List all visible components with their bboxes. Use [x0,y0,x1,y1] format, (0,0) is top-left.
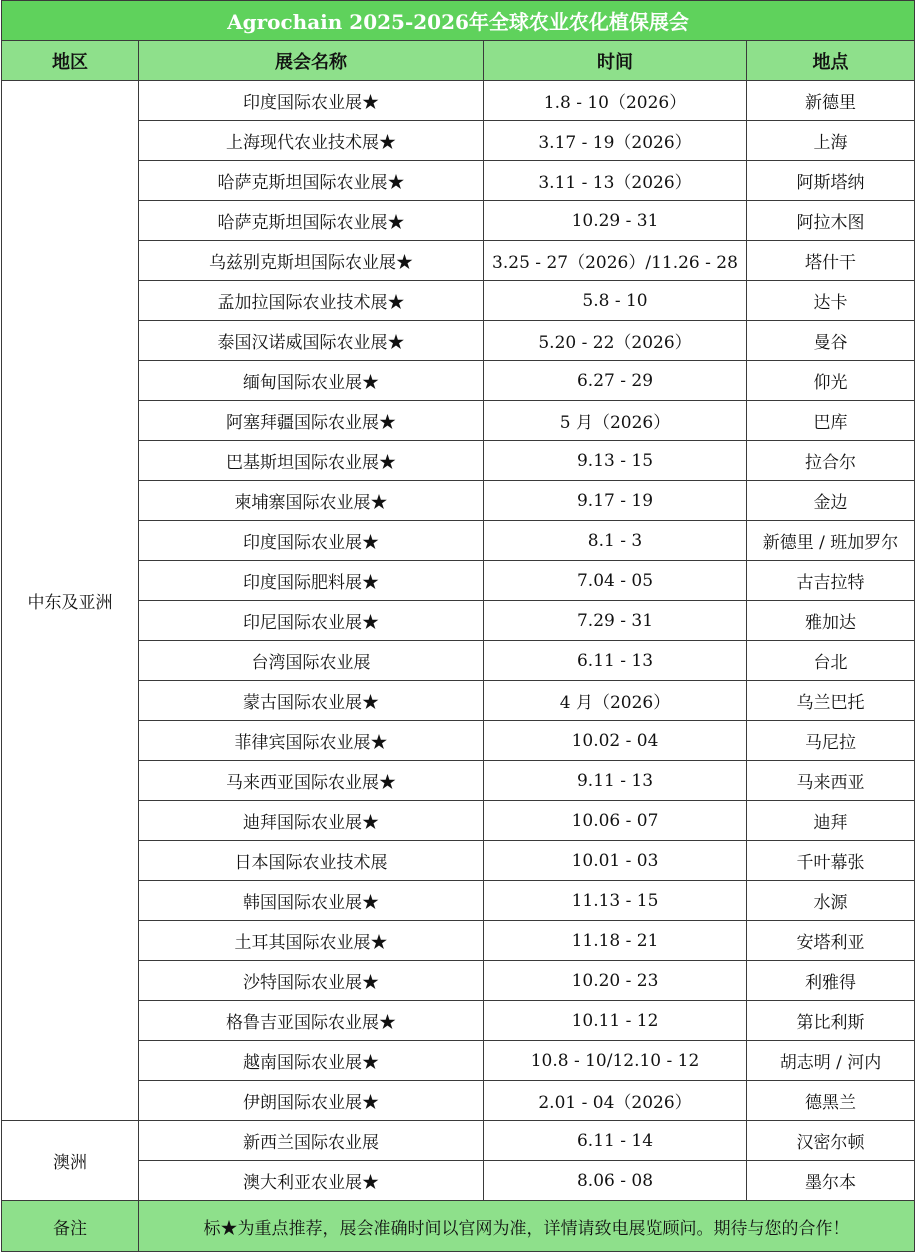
table-row [2,1041,915,1081]
expo-name-cell: 韩国国际农业展★ [139,881,484,921]
expo-name-cell: 哈萨克斯坦国际农业展★ [139,161,484,201]
table-row [2,761,915,801]
expo-time-cell: 6.11 - 14 [484,1121,747,1161]
expo-name-cell: 上海现代农业技术展★ [139,121,484,161]
expo-name-cell: 印度国际农业展★ [139,81,484,121]
table-row [2,521,915,561]
expo-time-cell: 10.02 - 04 [484,721,747,761]
expo-location-cell: 水源 [747,881,915,921]
note-row [2,1201,915,1252]
expo-location-cell: 胡志明 / 河内 [747,1041,915,1081]
table-row [2,601,915,641]
expo-location-cell: 仰光 [747,361,915,401]
expo-name-cell: 印度国际肥料展★ [139,561,484,601]
expo-location-cell: 拉合尔 [747,441,915,481]
expo-location-cell: 迪拜 [747,801,915,841]
table-row [2,81,915,121]
note-text: 标★为重点推荐，展会准确时间以官网为准，详情请致电展览顾问。期待与您的合作！ [139,1201,915,1252]
header-name: 展会名称 [139,41,484,81]
expo-name-cell: 格鲁吉亚国际农业展★ [139,1001,484,1041]
table-row [2,881,915,921]
header-row [2,41,915,81]
expo-time-cell: 6.11 - 13 [484,641,747,681]
table-row [2,961,915,1001]
expo-time-cell: 7.04 - 05 [484,561,747,601]
table-row [2,641,915,681]
expo-time-cell: 5.20 - 22（2026） [484,321,747,361]
expo-name-cell: 沙特国际农业展★ [139,961,484,1001]
expo-name-cell: 柬埔寨国际农业展★ [139,481,484,521]
expo-name-cell: 新西兰国际农业展 [139,1121,484,1161]
expo-name-cell: 阿塞拜疆国际农业展★ [139,401,484,441]
expo-name-cell: 孟加拉国际农业技术展★ [139,281,484,321]
title-row [2,1,915,41]
expo-location-cell: 安塔利亚 [747,921,915,961]
expo-name-cell: 日本国际农业技术展 [139,841,484,881]
expo-time-cell: 10.11 - 12 [484,1001,747,1041]
expo-time-cell: 6.27 - 29 [484,361,747,401]
expo-time-cell: 4 月（2026） [484,681,747,721]
expo-time-cell: 10.20 - 23 [484,961,747,1001]
note-label: 备注 [2,1201,139,1252]
expo-location-cell: 汉密尔顿 [747,1121,915,1161]
table-row [2,121,915,161]
expo-location-cell: 上海 [747,121,915,161]
table-row [2,1121,915,1161]
expo-location-cell: 阿拉木图 [747,201,915,241]
expo-location-cell: 古吉拉特 [747,561,915,601]
expo-name-cell: 泰国汉诺威国际农业展★ [139,321,484,361]
expo-location-cell: 千叶幕张 [747,841,915,881]
expo-time-cell: 8.1 - 3 [484,521,747,561]
expo-name-cell: 印尼国际农业展★ [139,601,484,641]
table-row [2,841,915,881]
expo-name-cell: 土耳其国际农业展★ [139,921,484,961]
expo-time-cell: 11.18 - 21 [484,921,747,961]
region-cell: 澳洲 [2,1121,139,1201]
table-row [2,921,915,961]
expo-location-cell: 墨尔本 [747,1161,915,1201]
expo-time-cell: 7.29 - 31 [484,601,747,641]
table-row [2,201,915,241]
expo-name-cell: 迪拜国际农业展★ [139,801,484,841]
expo-name-cell: 台湾国际农业展 [139,641,484,681]
expo-location-cell: 第比利斯 [747,1001,915,1041]
expo-location-cell: 曼谷 [747,321,915,361]
table-row [2,681,915,721]
expo-name-cell: 缅甸国际农业展★ [139,361,484,401]
expo-location-cell: 雅加达 [747,601,915,641]
expo-location-cell: 乌兰巴托 [747,681,915,721]
header-region: 地区 [2,41,139,81]
table-title: Agrochain 2025-2026年全球农业农化植保展会 [2,1,915,41]
expo-location-cell: 金边 [747,481,915,521]
expo-time-cell: 1.8 - 10（2026） [484,81,747,121]
expo-name-cell: 澳大利亚农业展★ [139,1161,484,1201]
table-row [2,401,915,441]
expo-location-cell: 阿斯塔纳 [747,161,915,201]
table-row [2,241,915,281]
header-time: 时间 [484,41,747,81]
expo-name-cell: 巴基斯坦国际农业展★ [139,441,484,481]
table-row [2,1161,915,1201]
expo-name-cell: 菲律宾国际农业展★ [139,721,484,761]
expo-time-cell: 9.17 - 19 [484,481,747,521]
expo-location-cell: 新德里 [747,81,915,121]
expo-time-cell: 3.17 - 19（2026） [484,121,747,161]
region-cell: 中东及亚洲 [2,81,139,1121]
table-row [2,441,915,481]
expo-name-cell: 马来西亚国际农业展★ [139,761,484,801]
table-row [2,481,915,521]
expo-time-cell: 10.8 - 10/12.10 - 12 [484,1041,747,1081]
expo-name-cell: 越南国际农业展★ [139,1041,484,1081]
expo-location-cell: 马尼拉 [747,721,915,761]
expo-time-cell: 10.29 - 31 [484,201,747,241]
expo-location-cell: 马来西亚 [747,761,915,801]
table-row [2,161,915,201]
expo-name-cell: 哈萨克斯坦国际农业展★ [139,201,484,241]
table-row [2,361,915,401]
expo-table [1,0,915,1252]
expo-location-cell: 新德里 / 班加罗尔 [747,521,915,561]
expo-location-cell: 利雅得 [747,961,915,1001]
expo-time-cell: 9.13 - 15 [484,441,747,481]
table-row [2,1081,915,1121]
expo-time-cell: 10.01 - 03 [484,841,747,881]
expo-time-cell: 11.13 - 15 [484,881,747,921]
table-row [2,321,915,361]
expo-location-cell: 德黑兰 [747,1081,915,1121]
expo-time-cell: 9.11 - 13 [484,761,747,801]
table-row [2,561,915,601]
table-row [2,721,915,761]
expo-name-cell: 乌兹别克斯坦国际农业展★ [139,241,484,281]
header-location: 地点 [747,41,915,81]
expo-location-cell: 塔什干 [747,241,915,281]
expo-time-cell: 10.06 - 07 [484,801,747,841]
expo-time-cell: 3.25 - 27（2026）/11.26 - 28 [484,241,747,281]
table-body [2,81,915,1201]
table-row [2,281,915,321]
expo-location-cell: 台北 [747,641,915,681]
expo-name-cell: 蒙古国际农业展★ [139,681,484,721]
expo-time-cell: 8.06 - 08 [484,1161,747,1201]
expo-location-cell: 达卡 [747,281,915,321]
expo-name-cell: 伊朗国际农业展★ [139,1081,484,1121]
expo-name-cell: 印度国际农业展★ [139,521,484,561]
expo-time-cell: 5 月（2026） [484,401,747,441]
expo-time-cell: 2.01 - 04（2026） [484,1081,747,1121]
table-row [2,801,915,841]
expo-location-cell: 巴库 [747,401,915,441]
expo-time-cell: 3.11 - 13（2026） [484,161,747,201]
table-row [2,1001,915,1041]
expo-time-cell: 5.8 - 10 [484,281,747,321]
